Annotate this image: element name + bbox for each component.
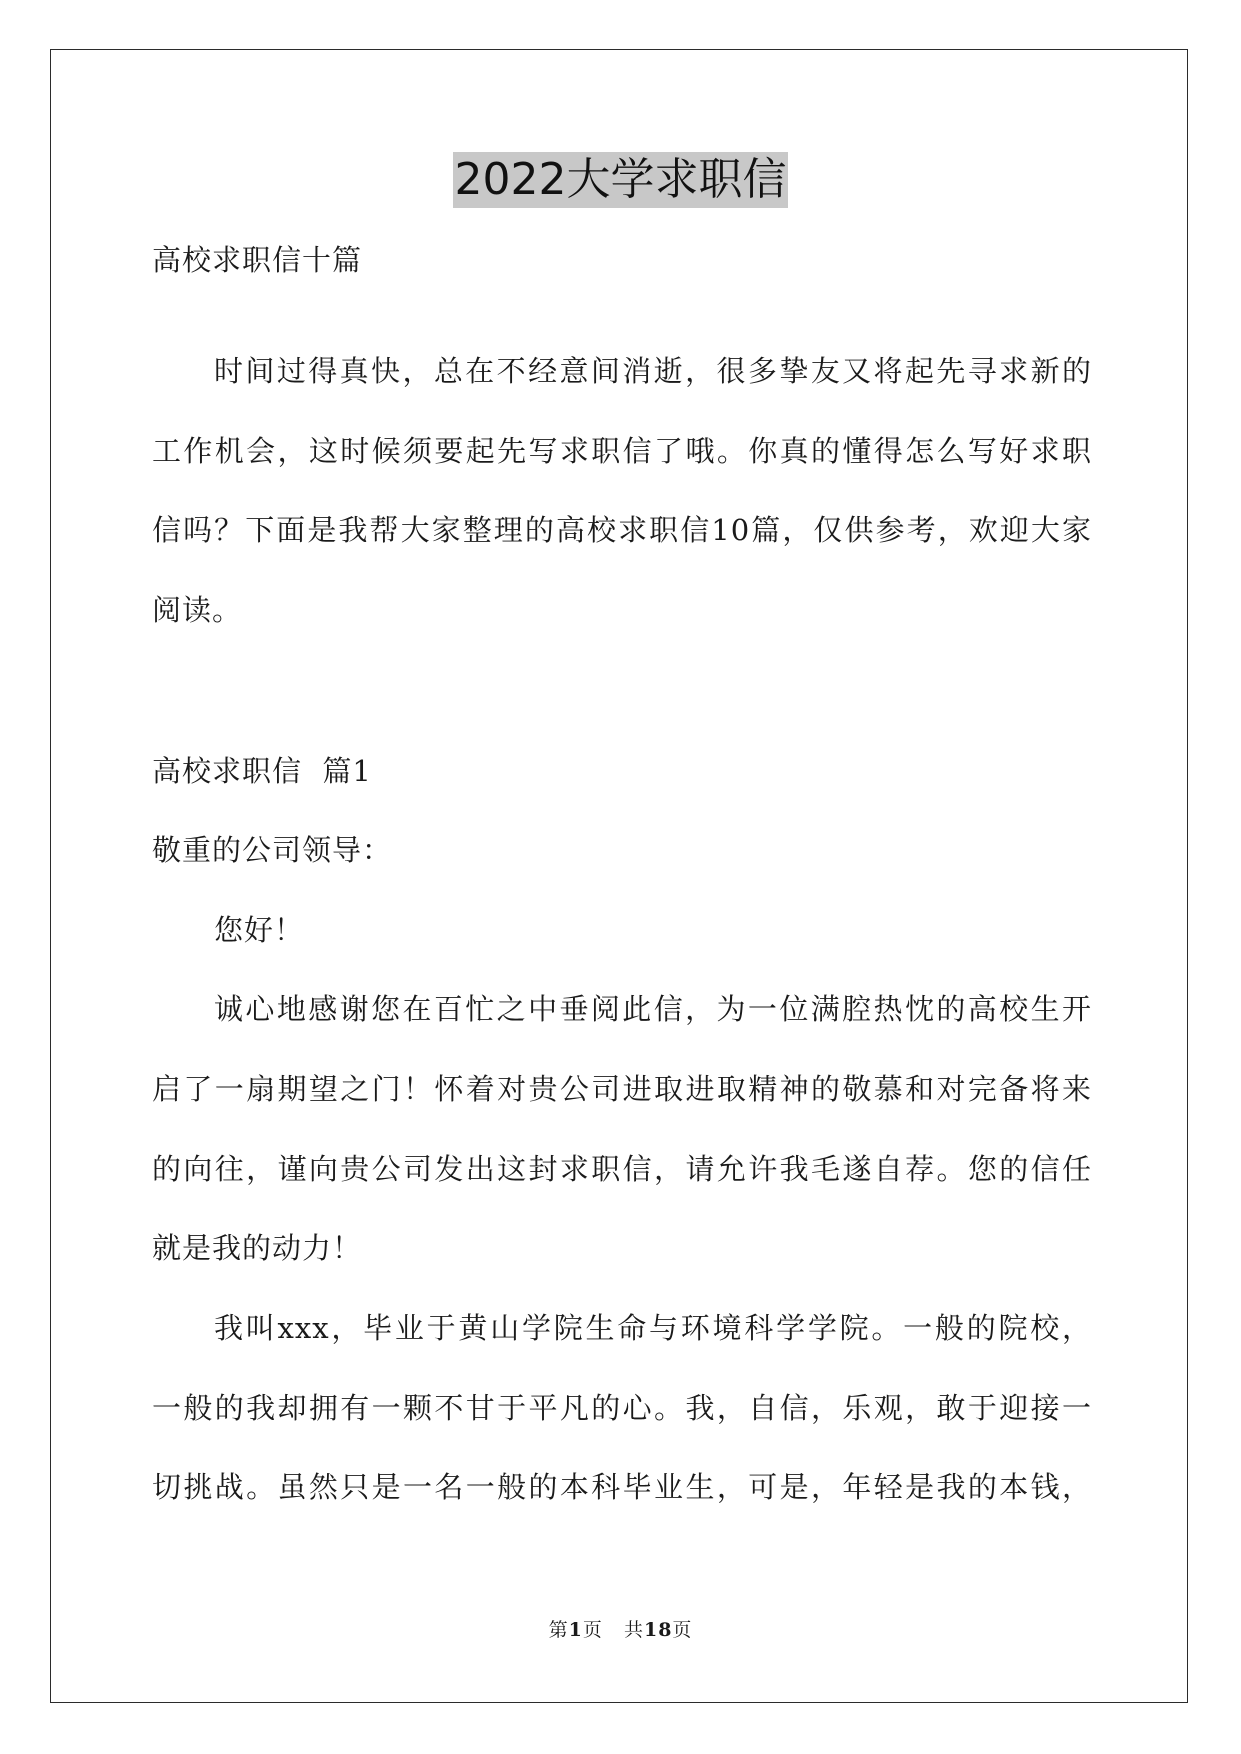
greeting: 您好！ bbox=[214, 913, 305, 947]
page-border bbox=[50, 49, 1188, 1703]
paragraph-line: 诚心地感谢您在百忙之中垂阅此信，为一位满腔热忱的高校生开 bbox=[214, 992, 1092, 1026]
document-title: 2022大学求职信 bbox=[453, 152, 789, 208]
footer-total-suffix: 页 bbox=[672, 1619, 693, 1641]
intro-line: 时间过得真快，总在不经意间消逝，很多挚友又将起先寻求新的 bbox=[214, 354, 1092, 388]
paragraph-line: 切挑战。虽然只是一名一般的本科毕业生，可是，年轻是我的本钱， bbox=[152, 1470, 1092, 1504]
paragraph-line: 的向往，谨向贵公司发出这封求职信，请允许我毛遂自荐。您的信任 bbox=[152, 1152, 1092, 1186]
subtitle: 高校求职信十篇 bbox=[152, 243, 363, 277]
paragraph-line: 启了一扇期望之门！怀着对贵公司进取进取精神的敬慕和对完备将来 bbox=[152, 1072, 1092, 1106]
footer-prefix: 第 bbox=[548, 1619, 569, 1641]
footer-total-prefix: 共 bbox=[623, 1619, 644, 1641]
intro-line: 阅读。 bbox=[152, 593, 243, 627]
paragraph-line: 我叫xxx，毕业于黄山学院生命与环境科学学院。一般的院校， bbox=[214, 1311, 1092, 1345]
salutation: 敬重的公司领导： bbox=[152, 833, 393, 867]
intro-line: 信吗？下面是我帮大家整理的高校求职信10篇，仅供参考，欢迎大家 bbox=[152, 513, 1092, 547]
title-container bbox=[0, 152, 1241, 208]
paragraph-line: 就是我的动力！ bbox=[152, 1231, 363, 1265]
section-heading: 高校求职信 篇1 bbox=[152, 754, 372, 788]
total-pages: 18 bbox=[643, 1619, 673, 1641]
intro-line: 工作机会，这时候须要起先写求职信了哦。你真的懂得怎么写好求职 bbox=[152, 434, 1092, 468]
footer-page-suffix: 页 bbox=[582, 1619, 603, 1641]
page-footer bbox=[0, 1617, 1241, 1643]
page-number: 1 bbox=[568, 1619, 583, 1641]
paragraph-line: 一般的我却拥有一颗不甘于平凡的心。我，自信，乐观，敢于迎接一 bbox=[152, 1391, 1092, 1425]
